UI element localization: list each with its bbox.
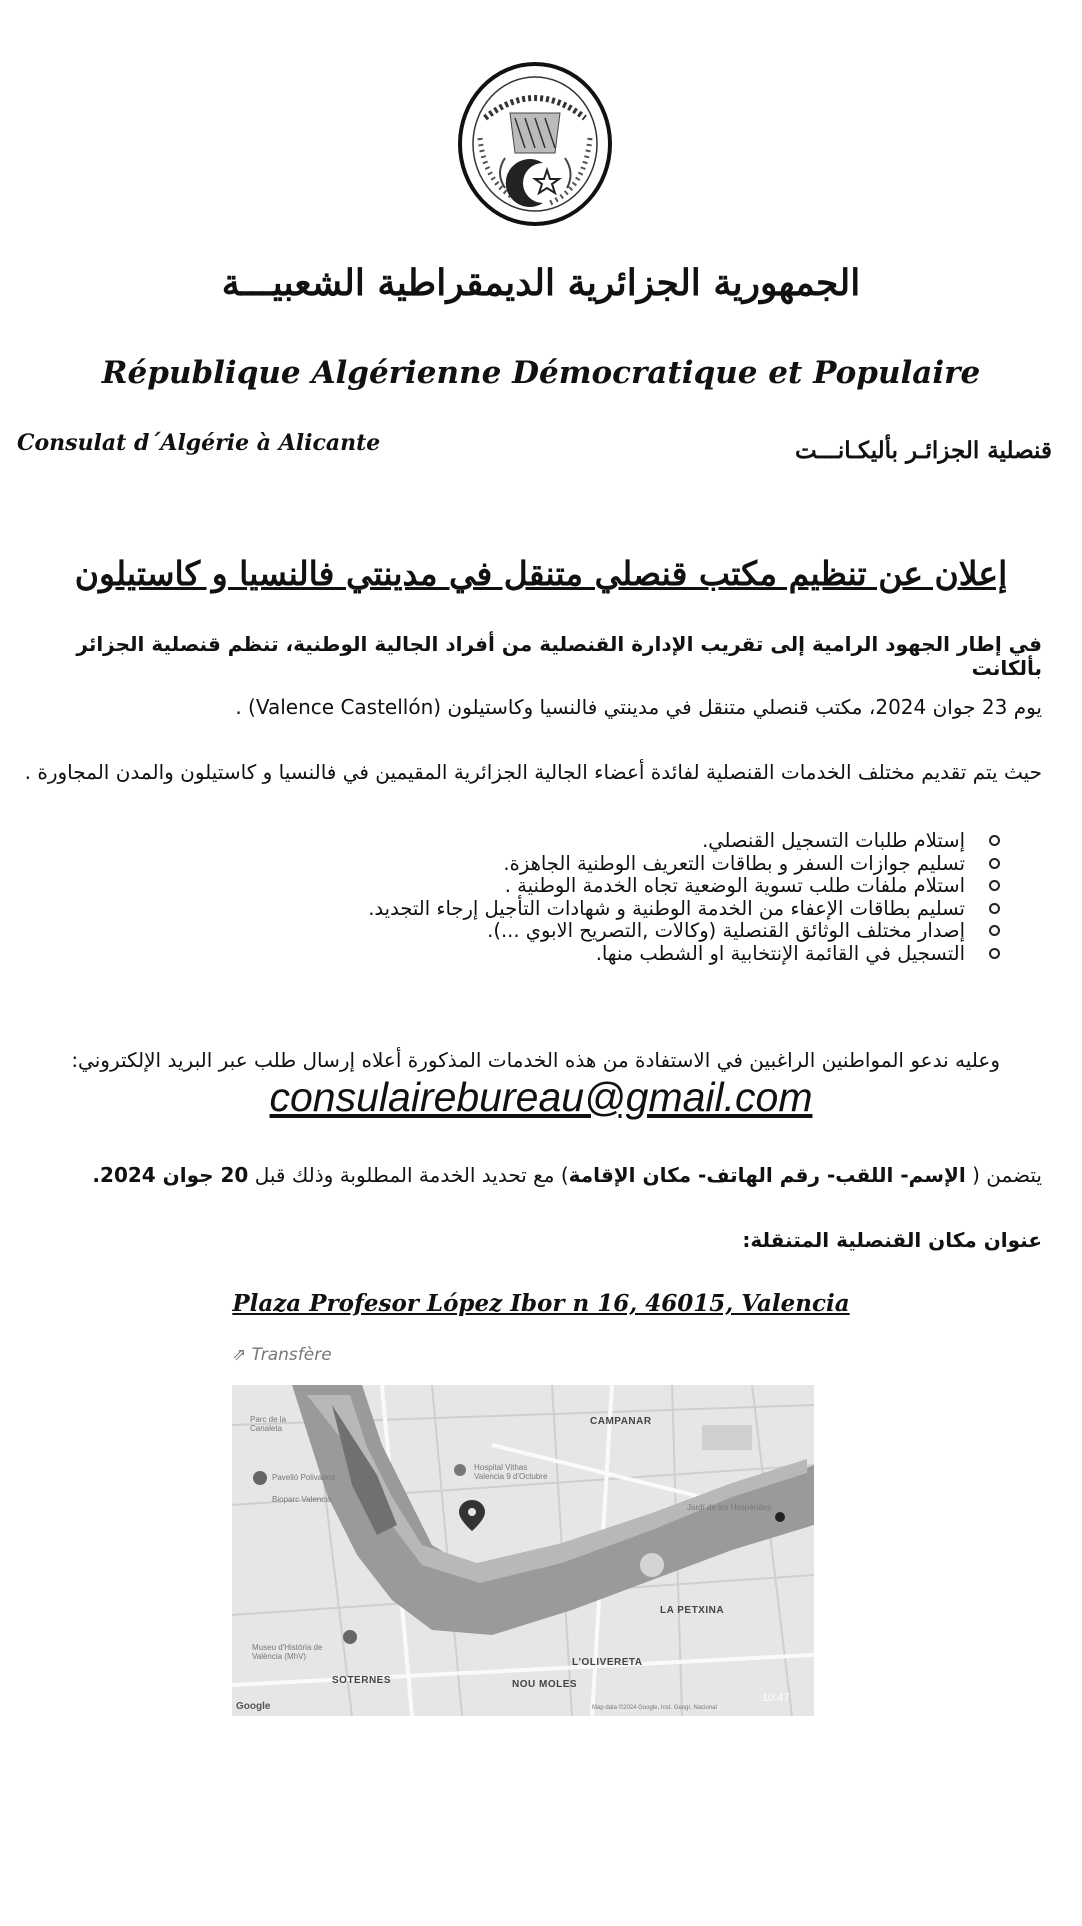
consulate-name-french: Consulat d´Algérie à Alicante	[17, 430, 381, 456]
announcement-title: إعلان عن تنظيم مكتب قنصلي متنقل في مدينتي فالنسيا و كاستيلون	[74, 554, 1008, 593]
map-district-soternes: SOTERNES	[332, 1675, 392, 1686]
date-paragraph: يوم 23 جوان 2024، مكتب قنصلي متنقل في مدينتي فالنسيا وكاستيلون (Valence Castellón) .	[235, 695, 1042, 719]
circle-bullet-icon	[989, 880, 1000, 891]
email-address-link[interactable]: consulairebureau@gmail.com	[269, 1074, 813, 1120]
list-item: تسليم جوازات السفر و بطاقات التعريف الوطنية الجاهزة.	[100, 853, 1000, 876]
map-attribution: Map data ©2024 Google, Inst. Geogr. Nacional	[592, 1705, 717, 1711]
required-info-paragraph: يتضمن ( الإسم- اللقب- رقم الهاتف- مكان الإقامة) مع تحديد الخدمة المطلوبة وذلك قبل 20 جوان 2024.	[92, 1163, 1042, 1187]
intro-paragraph: في إطار الجهود الرامية إلى تقريب الإدارة القنصلية من أفراد الجالية الوطنية، تنظم قنصلية الجزائر بألكانت	[76, 632, 1042, 680]
map-district-campanar: CAMPANAR	[590, 1416, 652, 1427]
circle-bullet-icon	[989, 835, 1000, 846]
location-map[interactable]	[232, 1385, 814, 1716]
consulate-address: Plaza Profesor López Ibor n 16, 46015, Valencia	[232, 1290, 850, 1317]
map-transfer-label: ⇗ Transfère	[232, 1345, 332, 1365]
address-label: عنوان مكان القنصلية المتنقلة:	[742, 1228, 1042, 1252]
circle-bullet-icon	[989, 925, 1000, 936]
country-title-arabic: الجمهورية الجزائرية الديمقراطية الشعبيـــة	[221, 262, 861, 304]
map-poi-museu: Museu d'Història de València (MhV)	[252, 1643, 323, 1661]
map-poi-jardi: Jardí de les Hespèrides	[687, 1503, 772, 1512]
circle-bullet-icon	[989, 948, 1000, 959]
services-intro-paragraph: حيث يتم تقديم مختلف الخدمات القنصلية لفائدة أعضاء الجالية الجزائرية المقيمين في فالنسيا و كاستيلون والمدن المجاورة .	[24, 760, 1042, 784]
map-graphic	[232, 1385, 814, 1716]
services-list	[100, 830, 1000, 965]
circle-bullet-icon	[989, 903, 1000, 914]
map-poi-hospital: Hospital Vithas Valencia 9 d'Octubre	[474, 1463, 548, 1481]
state-emblem-seal-icon	[455, 58, 615, 228]
list-item: تسليم بطاقات الإعفاء من الخدمة الوطنية و شهادات التأجيل إرجاء التجديد.	[100, 898, 1000, 921]
map-district-nou-moles: NOU MOLES	[512, 1679, 578, 1690]
map-district-olivereta: L'OLIVERETA	[572, 1657, 643, 1668]
circle-bullet-icon	[989, 858, 1000, 869]
map-poi-bioparc: Bioparc Valencia	[272, 1495, 332, 1504]
map-provider-logo: Google	[236, 1701, 271, 1712]
arrow-icon: ⇗	[232, 1345, 252, 1365]
list-item: إصدار مختلف الوثائق القنصلية (وكالات ,التصريح الابوي ...).	[100, 920, 1000, 943]
map-poi-pavello: Pavelló Polivalent	[272, 1473, 336, 1482]
map-district-la-petxina: LA PETXINA	[660, 1605, 725, 1616]
consulate-name-arabic: قنصلية الجزائـر بأليكـانـــت	[795, 437, 1052, 464]
map-time-overlay: 10:47	[762, 1692, 790, 1704]
list-item: استلام ملفات طلب تسوية الوضعية تجاه الخدمة الوطنية .	[100, 875, 1000, 898]
map-poi-parc: Parc de la Canaleta	[250, 1415, 287, 1433]
country-title-french: République Algérienne Démocratique et Populaire	[101, 355, 981, 391]
list-item: التسجيل في القائمة الإنتخابية او الشطب منها.	[100, 943, 1000, 966]
list-item: إستلام طلبات التسجيل القنصلي.	[100, 830, 1000, 853]
invite-paragraph: وعليه ندعو المواطنين الراغبين في الاستفادة من هذه الخدمات المذكورة أعلاه إرسال طلب عبر البريد الإلكتروني:	[71, 1048, 1000, 1072]
